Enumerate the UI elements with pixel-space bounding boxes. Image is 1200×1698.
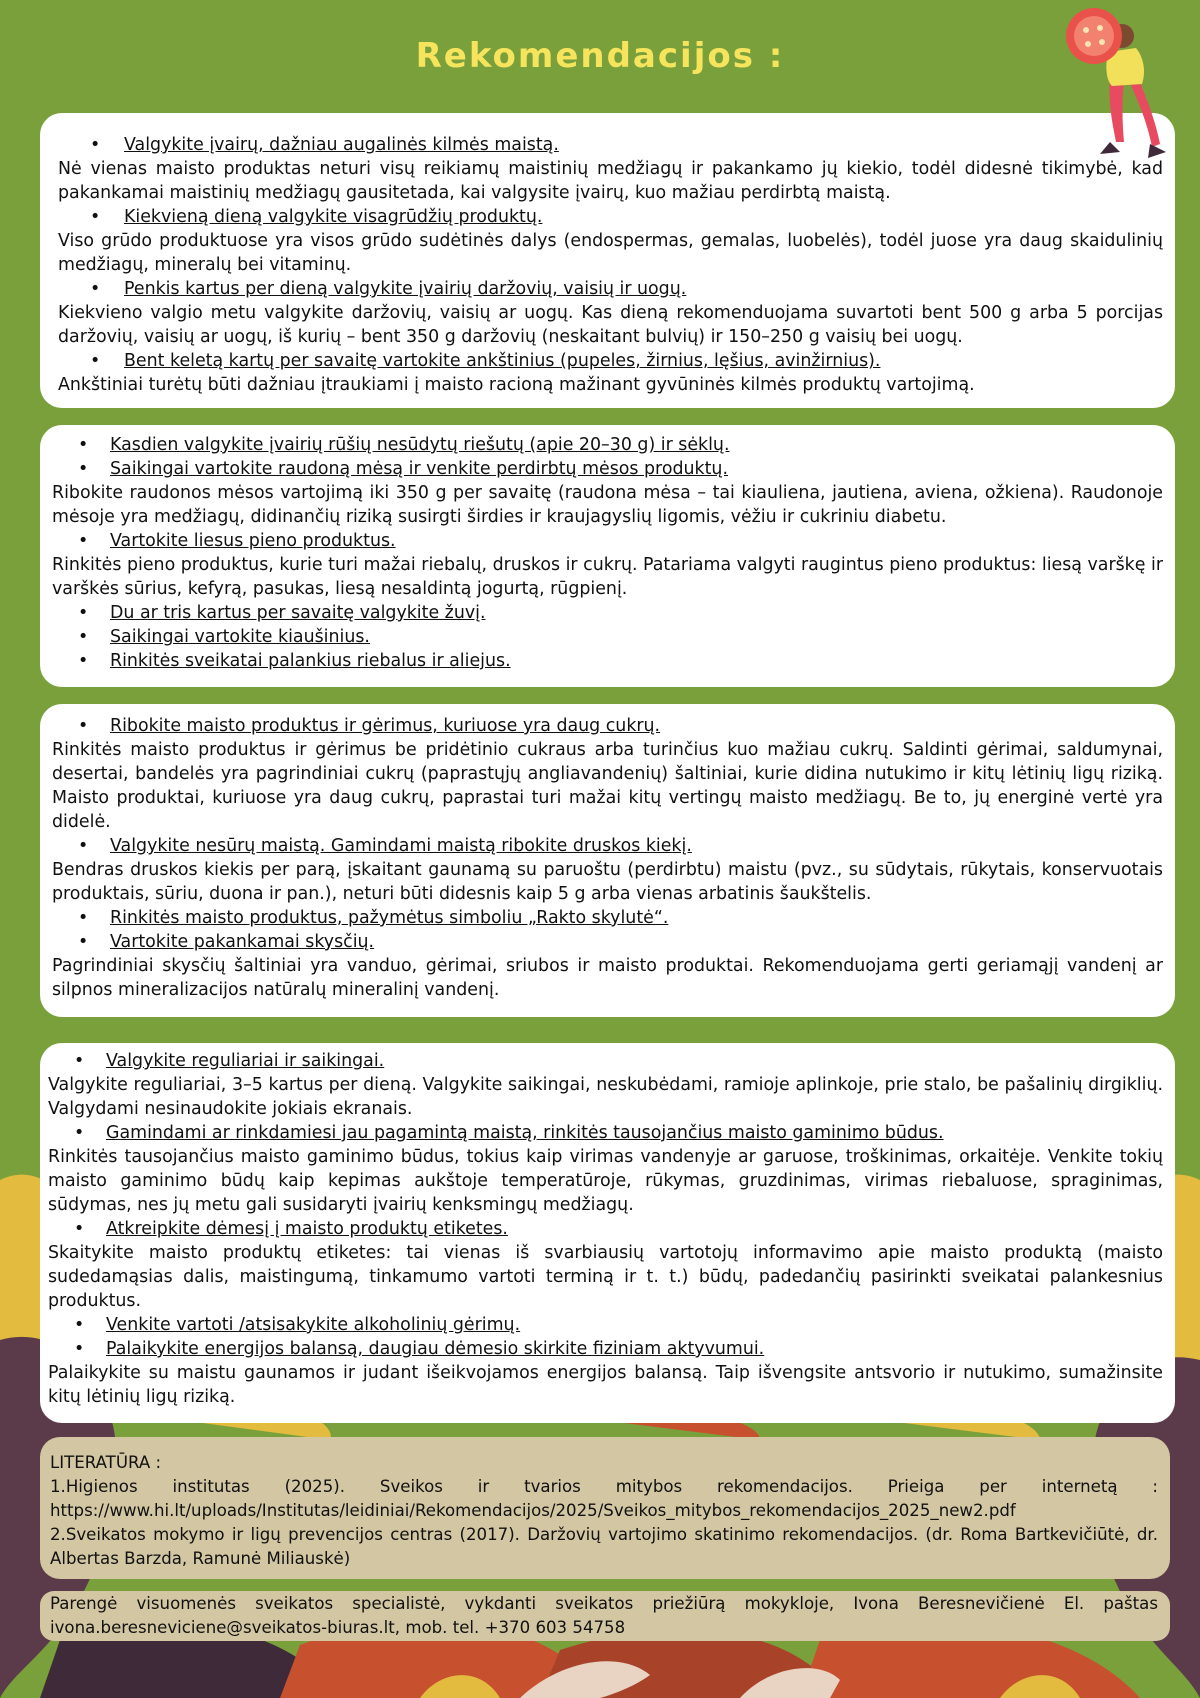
recommendation-text: Viso grūdo produktuose yra visos grūdo sudėtinės dalys (endospermas, gemalas, luobelės), todėl juose yra daug skaidulinių medžiagų, mineralų bei vitaminų. [58,231,1163,275]
page-title: Rekomendacijos : [415,36,785,76]
recommendation-heading: • Du ar tris kartus per savaitę valgykite žuvį. [52,601,1163,625]
author-credit-text: Parengė visuomenės sveikatos specialistė, vykdanti sveikatos priežiūrą mokykloje, Ivona Beresnevičienė El. paštas ivona.beresneviciene@sveikatos-biuras.lt, mob. tel. +370 603 54758 [50,1594,1158,1637]
recommendation-text: Skaitykite maisto produktų etiketes: tai vienas iš svarbiausių vartotojų informavimo apie maisto produktą (maisto sudedamąsias dalis, maistingumą, tinkamumo vartoti terminą ir t. t.) būdų, padedančių pasirinkti sveikatai palankesnius produktus. [48,1243,1163,1311]
recommendation-heading: • Palaikykite energijos balansą, daugiau dėmesio skirkite fiziniam aktyvumui. [48,1337,1163,1361]
recommendation-heading: • Rinkitės sveikatai palankius riebalus ir aliejus. [52,649,1163,673]
recommendation-heading: • Saikingai vartokite kiaušinius. [52,625,1163,649]
recommendations-card-3 [40,704,1175,1017]
recommendation-text: Nė vienas maisto produktas neturi visų reikiamų maistinių medžiagų ir pakankamo jų kiekio, todėl didesnė tikimybė, kad pakankamai maistinių medžiagų gausitetada, kai valgysite įvairų, kuo mažiau perdirbtą maistą. [58,159,1163,203]
recommendation-heading: • Valgykite nesūrų maistą. Gamindami maistą ribokite druskos kiekį. [52,834,1163,858]
recommendation-text: Pagrindiniai skysčių šaltiniai yra vanduo, gėrimai, sriubos ir maisto produktai. Rekomenduojama gerti geriamąjį vandenį ar silpnos mineralizacijos natūralų mineralinį vandenį. [52,956,1163,1000]
recommendation-text: Ribokite raudonos mėsos vartojimą iki 350 g per savaitę (raudona mėsa – tai kiauliena, jautiena, aviena, ožkiena). Raudonoje mėsoje yra medžiagų, didinančių riziką susirgti širdies ir kraujagyslių ligomis, vėžiu ir cukriniu diabetu. [52,483,1163,527]
literature-reference: 1.Higienos institutas (2025). Sveikos ir tvarios mitybos rekomendacijos. Prieiga per internetą : https://www.hi.lt/uploads/Institutas/leidiniai/Rekomendacijos/2025/Sveikos_mitybos_rekomendacijos_2025_new2.pdf [50,1477,1158,1520]
recommendation-heading: • Ribokite maisto produktus ir gėrimus, kuriuose yra daug cukrų. [52,714,1163,738]
recommendation-heading: • Venkite vartoti /atsisakykite alkoholinių gėrimų. [48,1313,1163,1337]
recommendation-text: Rinkitės tausojančius maisto gaminimo būdus, tokius kaip virimas vandenyje ar garuose, troškinimas, orkaitėje. Venkite tokių maisto gaminimo būdų kaip kepimas aukštoje temperatūroje, rūkymas, gruzdinimas, virimas riebaluose, spraginimas, sūdymas, nes jų metu gali susidaryti įvairių kenksmingų medžiagų. [48,1147,1163,1215]
literature-heading: LITERATŪRA : [50,1453,162,1472]
recommendation-text: Kiekvieno valgio metu valgykite daržovių, vaisių ar uogų. Kas dieną rekomenduojama suvartoti bent 500 g arba 5 porcijas daržovių, vaisių ar uogų, iš kurių – bent 350 g daržovių (neskaitant bulvių) ir 150–250 g vaisių bei uogų. [58,303,1163,347]
recommendation-heading: • Saikingai vartokite raudoną mėsą ir venkite perdirbtų mėsos produktų. [52,457,1163,481]
author-credit-box [40,1591,1170,1641]
recommendations-card-4 [40,1043,1175,1423]
recommendation-text: Bendras druskos kiekis per parą, įskaitant gaunamą su paruoštu (perdirbtu) maistu (pvz., su sūdytais, rūkytais, konservuotais produktais, sūriu, duona ir pan.), neturi būti didesnis kaip 5 g arba vienas arbatinis šaukštelis. [52,860,1163,904]
recommendations-card-2 [40,425,1175,687]
recommendation-heading: • Penkis kartus per dieną valgykite įvairių daržovių, vaisių ir uogų. [58,277,1163,301]
literature-box [40,1437,1170,1579]
recommendation-text: Rinkitės maisto produktus ir gėrimus be pridėtinio cukraus arba turinčius kuo mažiau cukrų. Saldinti gėrimai, saldumynai, desertai, bandelės yra pagrindiniai cukrų (paprastųjų angliavandenių) šaltiniai, kurie didina nutukimo ir kitų lėtinių ligų riziką. Maisto produktai, kuriuose yra daug cukrų, paprastai turi mažai kitų vertingų maisto medžiagų. Be to, jų energinė vertė yra didelė. [52,740,1163,832]
recommendation-text: Rinkitės pieno produktus, kurie turi mažai riebalų, druskos ir cukrų. Patariama valgyti raugintus pieno produktus: liesą varškę ir varškės sūrius, kefyrą, pasukas, liesą nesaldintą jogurtą, rūgpienį. [52,555,1163,599]
tomato-mascot-illustration [1050,2,1200,162]
recommendation-heading: • Bent keletą kartų per savaitę vartokite ankštinius (pupeles, žirnius, lęšius, avinžirnius). [58,349,1163,373]
recommendation-text: Ankštiniai turėtų būti dažniau įtraukiami į maisto racioną mažinant gyvūninės kilmės produktų vartojimą. [58,375,975,395]
recommendation-text: Valgykite reguliariai, 3–5 kartus per dieną. Valgykite saikingai, neskubėdami, ramioje aplinkoje, prie stalo, be pašalinių dirgiklių. Valgydami nesinaudokite jokiais ekranais. [48,1075,1163,1119]
recommendation-heading: • Valgykite reguliariai ir saikingai. [48,1049,1163,1073]
recommendation-heading: • Valgykite įvairų, dažniau augalinės kilmės maistą. [58,133,1163,157]
recommendations-card-1 [40,113,1175,408]
recommendation-heading: • Gamindami ar rinkdamiesi jau pagamintą maistą, rinkitės tausojančius maisto gaminimo būdus. [48,1121,1163,1145]
recommendation-heading: • Rinkitės maisto produktus, pažymėtus simboliu „Rakto skylutė“. [52,906,1163,930]
recommendation-text: Palaikykite su maistu gaunamos ir judant išeikvojamos energijos balansą. Taip išvengsite antsvorio ir nutukimo, sumažinsite kitų lėtinių ligų riziką. [48,1363,1163,1407]
literature-reference: 2.Sveikatos mokymo ir ligų prevencijos centras (2017). Daržovių vartojimo skatinimo rekomendacijos. (dr. Roma Bartkevičiūtė, dr. Albertas Barzda, Ramunė Miliauskė) [50,1525,1158,1568]
recommendation-heading: • Vartokite pakankamai skysčių. [52,930,1163,954]
recommendation-heading: • Vartokite liesus pieno produktus. [52,529,1163,553]
recommendation-heading: • Atkreipkite dėmesį į maisto produktų etiketes. [48,1217,1163,1241]
recommendation-heading: • Kiekvieną dieną valgykite visagrūdžių produktų. [58,205,1163,229]
recommendation-heading: • Kasdien valgykite įvairių rūšių nesūdytų riešutų (apie 20–30 g) ir sėklų. [52,433,1163,457]
